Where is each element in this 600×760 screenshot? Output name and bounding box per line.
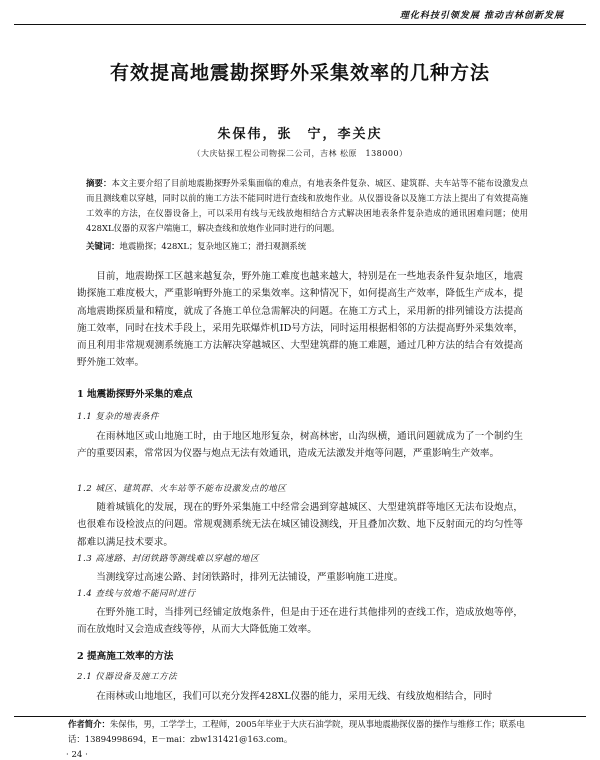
section-1-3-text: 当测线穿过高速公路、封闭铁路时，排列无法铺设，严重影响施工进度。 <box>96 572 404 583</box>
section-1-3-paragraph <box>77 569 523 586</box>
section-2-heading: 2 提高施工效率的方法 <box>77 651 174 662</box>
section-1-heading: 1 地震勘探野外采集的难点 <box>77 389 193 400</box>
section-2-1-heading: 2.1 仪器设备及施工方法 <box>77 672 178 682</box>
header-rule <box>14 24 586 25</box>
abstract-text: 本文主要介绍了目前地震勘探野外采集面临的难点，有地表条件复杂、城区、建筑群、夫车站等不能布设激发点而且测线难以穿越，同时以前的施工方法不能同时进行查线和放炮作业。从仪器设备以及施工方法上提出了有效提高施工效率的方法，在仪器设备上，可以采用有线与无线放炮相结合方式解决困地表条件复杂造成的通讯困难问题；使用428XL仪器的双客户端施工，解决查线和放炮作业同时进行的问题。 <box>86 178 529 233</box>
paper-title: 有效提高地震勘探野外采集效率的几种方法 <box>109 62 490 84</box>
footnote-text: 朱保伟，男，工学学士，工程师，2005年毕业于大庆石油学院，现从事地震勘探仪器的操作与维修工作；联系电话：13894998694，E－mai：zbw131421@163.com。 <box>68 719 525 744</box>
intro-text: 目前，地震勘探工区越来越复杂，野外施工难度也越来越大，特别是在一些地表条件复杂地区，地震勘探施工难度极大，严重影响野外施工的采集效率。这种情况下，如何提高生产效率，降低生产成本，提高地震勘探质量和精度，就成了各施工单位急需解决的问题。在施工方式上，采用新的排列铺设方法提高施工效率，同时在技术手段上，采用先联爆炸机ID号方法，同时运用根据相邻的方法提高野外采集效率，而且利用非常规观测系统施工方法解决穿越城区、大型建筑群的施工难题，通过几种方法的结合有效提高野外施工效率。 <box>77 271 523 369</box>
keywords <box>86 239 528 254</box>
footnote-label: 作者简介： <box>68 719 110 729</box>
section-1-1-paragraph <box>77 428 523 463</box>
abstract-label: 摘要： <box>86 178 112 188</box>
section-1-1-heading: 1.1 复杂的地表条件 <box>77 412 160 422</box>
authors: 朱保伟，张 宁，李关庆 <box>217 127 383 142</box>
running-header: 理化科技引领发展 推动吉林创新发展 <box>399 11 564 21</box>
section-1-3-heading: 1.3 高速路、封闭铁路等测线难以穿越的地区 <box>77 554 260 564</box>
section-1-4-heading: 1.4 查线与放炮不能同时进行 <box>77 589 196 599</box>
section-1-4-text: 在野外施工时，当排列已经铺定放炮条件，但是由于还在进行其他排列的查线工作，造成放炮等停，而在放炮时又会造成查线等停，从而大大降低施工效率。 <box>77 607 523 636</box>
section-1-2-heading: 1.2 城区、建筑群、火车站等不能布设激发点的地区 <box>77 484 287 494</box>
affiliation: （大庆钻探工程公司物探二公司，吉林 松原 138000） <box>192 149 408 158</box>
section-1-2-text: 随着城镇化的发展，现在的野外采集施工中经常会遇到穿越城区、大型建筑群等地区无法布设炮点，也很难布设检波点的问题。常规观测系统无法在城区铺设测线，开且叠加次数、地下反射面元的均匀性等都难以满足技术要求。 <box>77 502 523 548</box>
keywords-text: 地震勘探；428XL；复杂地区施工；滑扫观测系统 <box>119 241 307 251</box>
keywords-label: 关键词： <box>86 241 120 251</box>
intro-paragraph <box>77 268 523 372</box>
page-number: · 24 · <box>66 750 88 760</box>
section-2-1-text: 在雨林或山地地区，我们可以充分发挥428XL仪器的能力，采用无线、有线放炮相结合，同时 <box>96 691 493 702</box>
author-footnote <box>68 717 530 747</box>
section-1-4-paragraph <box>77 604 523 639</box>
section-2-1-paragraph <box>77 688 523 705</box>
section-1-2-paragraph <box>77 499 523 551</box>
abstract <box>86 176 528 236</box>
section-1-1-text: 在雨林地区或山地施工时，由于地区地形复杂，树高林密，山沟纵横，通讯问题就成为了一个制约生产的重要因素，常常因为仪器与炮点无法有效通讯，造成无法激发并炮等问题，严重影响生产效率。 <box>77 431 523 460</box>
